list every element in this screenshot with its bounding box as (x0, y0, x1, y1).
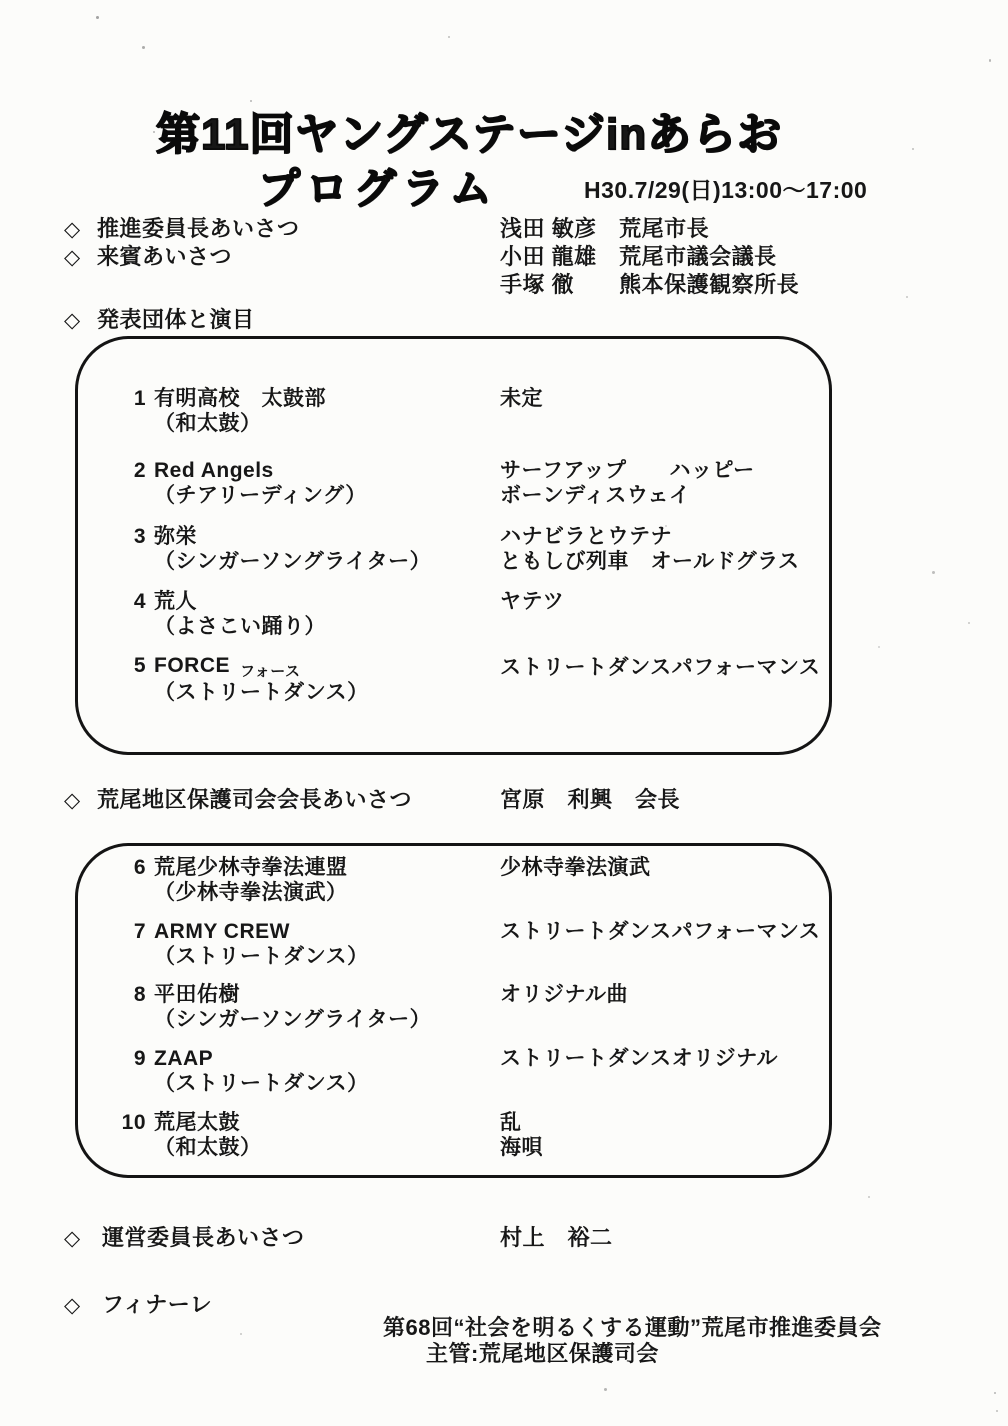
act-name: 荒尾太鼓 (154, 1111, 240, 1134)
act-number: 7 (133, 920, 146, 943)
act-piece: ハナビラとウテナ (500, 525, 672, 548)
footer-line-1: 第68回“社会を明るくする運動”荒尾市推進委員会 (383, 1315, 882, 1340)
act-piece: 乱 (500, 1111, 522, 1134)
greeting-person: 浅田 敏彦 荒尾市長 (500, 216, 710, 241)
diamond-bullet-icon: ◇ (64, 218, 81, 241)
greeting-label: 荒尾地区保護司会会長あいさつ (97, 787, 413, 812)
diamond-bullet-icon: ◇ (64, 246, 81, 269)
greeting-label: 推進委員長あいさつ (97, 216, 300, 241)
page-title: 第11回ヤングステージinあらお (156, 110, 783, 159)
diamond-bullet-icon: ◇ (64, 789, 81, 812)
act-name: 弥栄 (154, 525, 197, 548)
act-number: 9 (133, 1047, 146, 1070)
act-genre: （ストリートダンス） (154, 1072, 369, 1095)
act-piece: 少林寺拳法演武 (500, 856, 651, 879)
diamond-bullet-icon: ◇ (64, 1227, 81, 1250)
act-name: 平田佑樹 (154, 983, 240, 1006)
act-genre: （よさこい踊り） (154, 615, 326, 638)
act-number: 10 (121, 1111, 146, 1134)
act-number: 5 (133, 654, 146, 677)
act-number: 3 (133, 525, 146, 548)
act-piece: オリジナル曲 (500, 983, 628, 1006)
finale-label: フィナーレ (102, 1292, 213, 1317)
act-piece: サーフアップ ハッピー (500, 459, 755, 482)
act-piece: 海唄 (500, 1136, 543, 1159)
greeting-label: 来賓あいさつ (97, 244, 233, 269)
act-genre: （チアリーディング） (154, 484, 367, 507)
event-datetime: H30.7/29(日)13:00～17:00 (584, 177, 868, 203)
act-piece: ボーンディスウェイ (500, 484, 691, 507)
act-number: 1 (133, 387, 146, 410)
act-piece: ストリートダンスパフォーマンス (500, 920, 821, 943)
act-piece: ストリートダンスオリジナル (500, 1047, 779, 1070)
act-name: 荒尾少林寺拳法連盟 (154, 856, 348, 879)
act-name: ZAAP (154, 1047, 214, 1070)
footer-line-2: 主管:荒尾地区保護司会 (426, 1341, 659, 1366)
act-piece: 未定 (500, 387, 543, 410)
greeting-person: 宮原 利興 会長 (500, 787, 681, 812)
greeting-person: 小田 龍雄 荒尾市議会議長 (500, 244, 777, 269)
act-genre: （ストリートダンス） (154, 681, 369, 704)
act-piece: ストリートダンスパフォーマンス (500, 656, 821, 679)
act-genre: （ストリートダンス） (154, 945, 369, 968)
act-name: 有明高校 太鼓部 (154, 387, 326, 410)
act-name-note: フォース (240, 663, 301, 680)
diamond-bullet-icon: ◇ (64, 1294, 81, 1317)
act-number: 8 (133, 983, 146, 1006)
act-genre: （和太鼓） (154, 1136, 262, 1159)
act-genre: （和太鼓） (154, 412, 262, 435)
act-number: 2 (133, 459, 146, 482)
act-genre: （シンガーソングライター） (154, 1008, 432, 1031)
act-number: 6 (133, 856, 146, 879)
diamond-bullet-icon: ◇ (64, 309, 81, 332)
greeting-person: 村上 裕二 (500, 1225, 613, 1250)
act-number: 4 (133, 590, 146, 613)
act-name: ARMY CREW (154, 920, 290, 943)
greeting-label: 運営委員長あいさつ (102, 1225, 305, 1250)
program-subtitle: プログラム (258, 165, 498, 212)
act-piece: ヤテツ (500, 590, 565, 613)
act-name: FORCE (154, 654, 230, 677)
act-name: Red Angels (154, 459, 274, 482)
section-heading: 発表団体と演目 (97, 307, 255, 332)
act-genre: （少林寺拳法演武） (154, 881, 348, 904)
act-piece: ともしび列車 オールドグラス (500, 550, 800, 573)
act-name: 荒人 (154, 590, 197, 613)
greeting-person: 手塚 徹 熊本保護観察所長 (500, 272, 800, 297)
act-genre: （シンガーソングライター） (154, 550, 432, 573)
